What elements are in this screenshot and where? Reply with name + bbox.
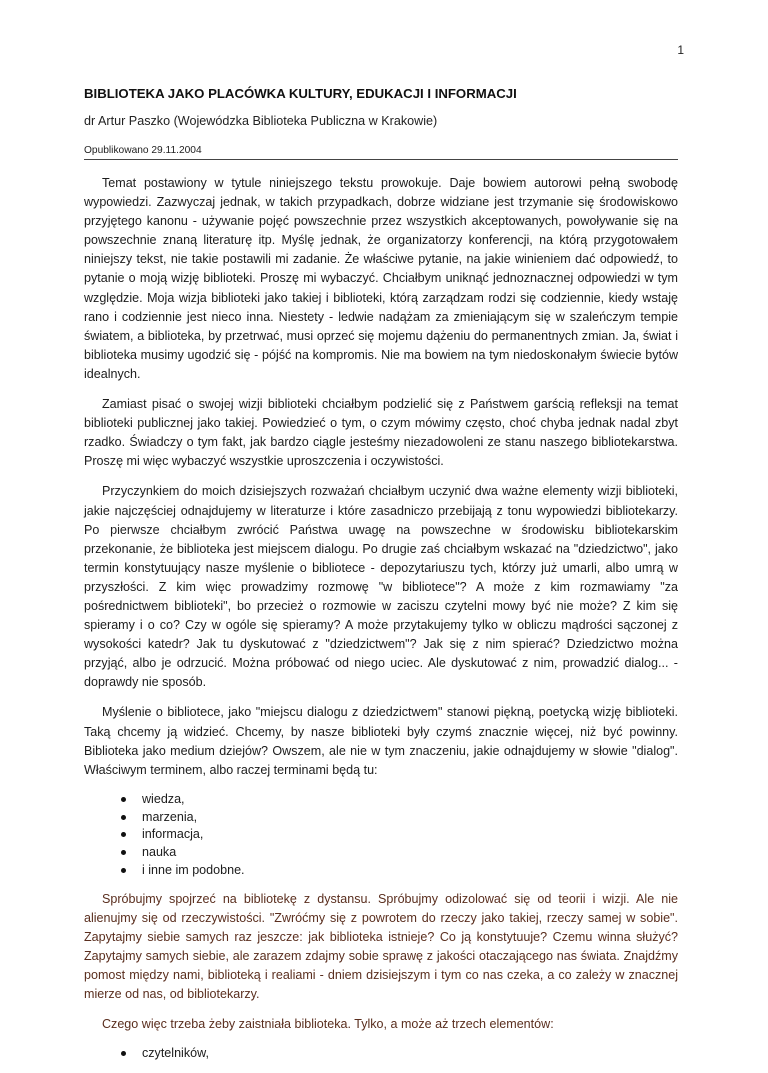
paragraph: Zamiast pisać o swojej wizji biblioteki chciałbym podzielić się z Państwem garścią refleksji na temat biblioteki publicznej jako takiej. Powiedzieć o tym, o czym mówimy często, choć chyba jednak nadal zbyt rzadko. Świadczy o tym fakt, jak bardzo ciągle jesteśmy niezadowoleni ze stanu naszego bibliotekarstwa. Proszę mi więc wybaczyć wszystkie uproszczenia i oczywistości.: [84, 397, 678, 469]
list-item-text: nauka: [142, 845, 177, 860]
bullet-icon: [121, 797, 126, 802]
publication-date: Opublikowano 29.11.2004: [84, 145, 678, 160]
list-item-text: i inne im podobne.: [142, 863, 245, 877]
paragraph: Temat postawiony w tytule niniejszego tekstu prowokuje. Daje bowiem autorowi pełną swobodę wypowiedzi. Zazwyczaj jednak, w takich przypadkach, dobrze widziane jest trzymanie się środowiskowo przyjętego kanonu - używanie pojęć powszechnie przez wszystkich akceptowanych, powoływanie się na powszechnie znaną literaturę itp. Myślę jednak, że organizatorzy konferencji, na którą przygotowałem niniejszy tekst, nie takie postawili mi zadanie. Że właściwe pytanie, na jakie winieniem dać odpowiedź, to pytanie o moją wizję biblioteki. Proszę mi wybaczyć. Chciałbym uniknąć jednoznacznej odpowiedzi w tym względzie. Moja wizja biblioteki jako takiej i biblioteki, którą zarządzam rodzi się codziennie, kiedy wstaję rano i codziennie jest nieco inna. Niestety - ledwie nadążam za zmieniającym się w szaleńczym tempie światem, a biblioteka, by przetrwać, musi oprzeć się mojemu dążeniu do permanentnych zmian. Ja, świat i biblioteka musimy ugodzić się - pójść na kompromis. Nie ma bowiem na tym niedoskonałym świecie bytów idealnych.: [84, 176, 678, 381]
list-item: [84, 791, 678, 809]
page-number: 1: [677, 43, 684, 57]
bullet-icon: [121, 815, 126, 820]
list-item-text: wiedza,: [142, 791, 185, 806]
bullet-list: [84, 791, 678, 880]
bullet-icon: [121, 832, 126, 837]
document-title: BIBLIOTEKA JAKO PLACÓWKA KULTURY, EDUKACJI I INFORMACJI: [84, 86, 517, 101]
list-item: [84, 862, 678, 880]
list-item-text: marzenia,: [142, 809, 198, 824]
list-item-text: czytelników,: [142, 1046, 209, 1061]
bullet-icon: [121, 850, 126, 855]
list-item: [84, 809, 678, 827]
bullet-icon: [121, 868, 126, 873]
bullet-icon: [121, 1051, 126, 1056]
list-item: [84, 844, 678, 862]
paragraph: Czego więc trzeba żeby zaistniała biblioteka. Tylko, a może aż trzech elementów:: [102, 1017, 554, 1032]
paragraph: Myślenie o bibliotece, jako "miejscu dialogu z dziedzictwem" stanowi piękną, poetycką wizję biblioteki. Taką chcemy ją widzieć. Chcemy, by nasze biblioteki były czymś znacznie więcej, niż być powinny. Biblioteka jako medium dziejów? Owszem, ale nie w tym znaczeniu, jakie odnajdujemy w słowie "dialog". Właściwym terminem, albo raczej terminami będą tu:: [84, 705, 678, 777]
paragraph: Przyczynkiem do moich dzisiejszych rozważań chciałbym uczynić dwa ważne elementy wizji biblioteki, jakie najczęściej odnajdujemy w literaturze i które zasadniczo przebijają z tonu wypowiedzi bibliotekarzy. Po pierwsze chciałbym zwrócić Państwa uwagę na powszechne w środowisku bibliotekarskim przekonanie, że biblioteka jest miejscem dialogu. Po drugie zaś chciałbym wskazać na "dziedzictwo", jako termin konstytuujący nasze myślenie o bibliotece - depozytariuszu tych, którzy już umarli, albo umrą w przyszłości. Z kim więc prowadzimy rozmowę "w bibliotece"? A może z kim rozmawiamy "za pośrednictwem biblioteki", bo przecież o rozmowie w zaciszu czytelni mowy być nie może? Z kim się spieramy i o co? Czy w ogóle się spieramy? A może przytakujemy tylko w obliczu mądrości sączonej z wysokości katedr? Jak tu dyskutować z "dziedzictwem"? Jak się z nim spierać? Dziedzictwo można przyjąć, albo je odrzucić. Można próbować od niego uciec. Ale dyskutować z nim, prowadzić dialog... - doprawdy nie sposób.: [84, 484, 678, 690]
list-item: [84, 1045, 678, 1063]
list-item-text: informacja,: [142, 827, 204, 842]
list-item: [84, 826, 678, 844]
article-body: [84, 174, 678, 1063]
paragraph: Spróbujmy spojrzeć na bibliotekę z dystansu. Spróbujmy odizolować się od teorii i wizji. Ale nie alienujmy się od rzeczywistości. "Zwróćmy się z powrotem do rzeczy jako takiej, rzeczy samej w sobie". Zapytajmy siebie samych raz jeszcze: jak biblioteka istnieje? Co ją konstytuuje? Czemu winna służyć? Zapytajmy samych siebie, ale zarazem zdajmy sobie sprawę z jakości otaczającego nas świata. Znajdźmy pomost między nami, biblioteką i realiami - dniem dzisiejszym i tym co nas czeka, a co zależy w znacznej mierze od nas, od bibliotekarzy.: [84, 891, 678, 1002]
author-line: dr Artur Paszko (Wojewódzka Biblioteka Publiczna w Krakowie): [84, 114, 438, 128]
document-content: [84, 86, 678, 1073]
bullet-list: [84, 1045, 678, 1063]
